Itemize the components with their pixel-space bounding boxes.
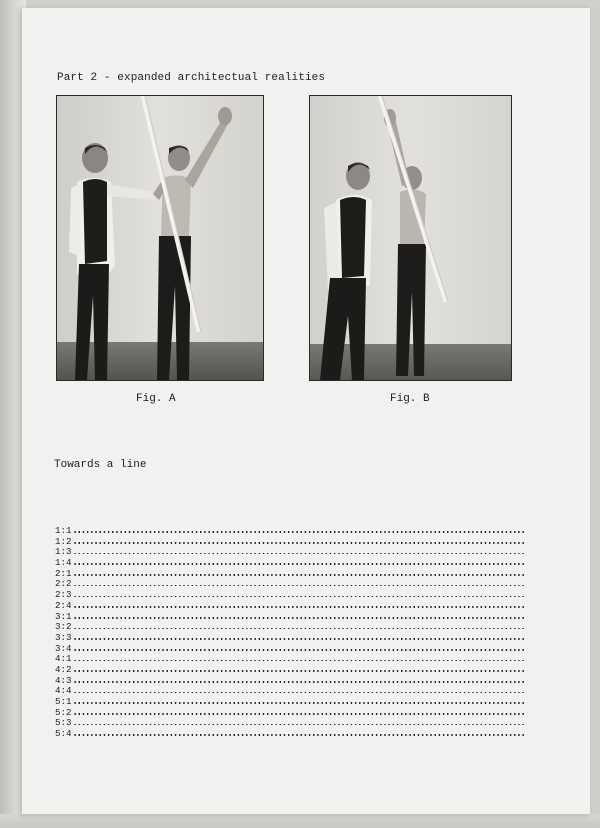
dotted-leader bbox=[73, 638, 525, 640]
line-label: 1:2 bbox=[55, 535, 72, 547]
list-item bbox=[55, 558, 525, 569]
dotted-leader bbox=[73, 660, 525, 662]
list-item bbox=[55, 729, 525, 740]
figure-b-photo bbox=[309, 95, 512, 381]
line-label: 4:3 bbox=[55, 674, 72, 686]
list-item bbox=[55, 601, 525, 612]
dotted-leader bbox=[73, 713, 525, 715]
dotted-leader bbox=[73, 542, 525, 544]
figure-a-photo bbox=[56, 95, 264, 381]
line-label: 4:4 bbox=[55, 685, 72, 697]
line-label: 4:1 bbox=[55, 653, 72, 665]
figure-b-caption: Fig. B bbox=[390, 393, 430, 405]
line-label: 5:1 bbox=[55, 696, 72, 707]
dotted-leader bbox=[73, 574, 525, 576]
list-item bbox=[55, 708, 525, 719]
line-label: 3:3 bbox=[55, 631, 72, 643]
dotted-leader bbox=[73, 692, 525, 694]
list-item bbox=[55, 537, 525, 548]
list-item bbox=[55, 644, 525, 655]
dotted-leader bbox=[73, 606, 525, 608]
list-item bbox=[55, 633, 525, 644]
line-label: 2:2 bbox=[55, 578, 72, 590]
line-label: 1:1 bbox=[55, 525, 72, 536]
list-item bbox=[55, 718, 525, 729]
line-label: 2:1 bbox=[55, 567, 72, 579]
list-item bbox=[55, 612, 525, 623]
list-item bbox=[55, 579, 525, 590]
line-label: 2:3 bbox=[55, 589, 72, 601]
page-heading: Part 2 - expanded architectual realities bbox=[57, 72, 326, 84]
line-label: 3:2 bbox=[55, 621, 72, 633]
dotted-leader bbox=[73, 724, 525, 726]
dotted-leader bbox=[73, 585, 525, 587]
list-item bbox=[55, 697, 525, 708]
list-item bbox=[55, 569, 525, 580]
dotted-leader bbox=[73, 628, 525, 630]
list-item bbox=[55, 590, 525, 601]
list-item bbox=[55, 676, 525, 687]
dotted-leader bbox=[73, 681, 525, 683]
line-label: 5:4 bbox=[55, 728, 72, 740]
line-label: 5:3 bbox=[55, 717, 72, 729]
dotted-leader bbox=[73, 596, 525, 598]
dotted-line-list bbox=[55, 526, 525, 740]
table-edge bbox=[0, 814, 600, 828]
line-label: 3:1 bbox=[55, 610, 72, 622]
list-item bbox=[55, 686, 525, 697]
list-item bbox=[55, 526, 525, 537]
dotted-leader bbox=[73, 649, 525, 651]
dotted-leader bbox=[73, 702, 525, 704]
line-label: 5:2 bbox=[55, 706, 72, 718]
document-page bbox=[22, 8, 590, 814]
list-item bbox=[55, 654, 525, 665]
section-subheading: Towards a line bbox=[54, 459, 147, 471]
dotted-leader bbox=[73, 563, 525, 565]
line-label: 1:4 bbox=[55, 557, 72, 569]
dotted-leader bbox=[73, 670, 525, 672]
list-item bbox=[55, 622, 525, 633]
figure-a-caption: Fig. A bbox=[136, 393, 176, 405]
line-label: 2:4 bbox=[55, 599, 72, 611]
dotted-leader bbox=[73, 617, 525, 619]
line-label: 4:2 bbox=[55, 663, 72, 675]
line-label: 1:3 bbox=[55, 546, 72, 558]
list-item bbox=[55, 665, 525, 676]
dotted-leader bbox=[73, 531, 525, 533]
dotted-leader bbox=[73, 553, 525, 555]
dotted-leader bbox=[73, 734, 525, 736]
line-label: 3:4 bbox=[55, 642, 72, 654]
list-item bbox=[55, 547, 525, 558]
